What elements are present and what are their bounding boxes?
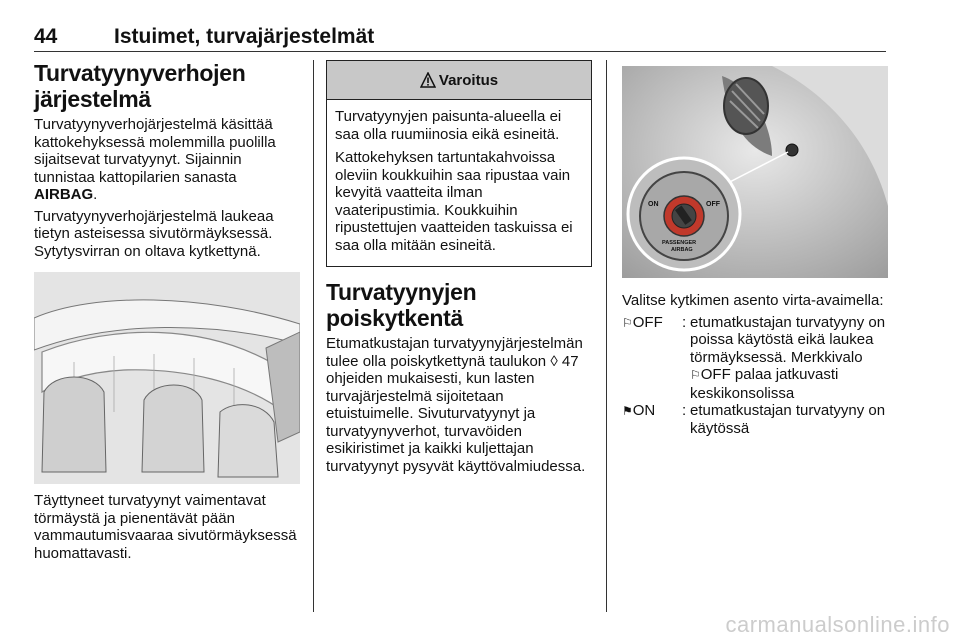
section-heading-deactivation: Turvatyynyjen poiskytkentä (326, 279, 477, 331)
page-title: Istuimet, turvajärjestelmät (114, 25, 375, 48)
paragraph-deactivation: Etumatkustajan turvatyynyjärjestelmän tulee olla poiskytkettynä taulukon ◊ 47 ohjeiden mukaisesti, kun lasten turvajärjestelmä sijoitetaan etuistuimelle. Sivuturvatyynyt ja turvatyynyverhot, turvavöiden esikiristimet ja kaikki kuljettajan turvatyynyt pysyvät käyttövalmiudessa. (326, 335, 586, 475)
page-header (34, 25, 886, 53)
warning-body (327, 100, 591, 266)
switch-positions-list (622, 314, 888, 438)
def-desc-on: etumatkustajan turvatyyny on käytössä (690, 402, 886, 437)
def-term-off: OFF (632, 313, 663, 331)
def-row-off: ⚐OFF : etumatkustajan turvatyyny on poissa käytöstä eikä laukea törmäyksessä. Merkkivalo ⚐OFF palaa jatkuvasti keskikonsolissa (622, 314, 888, 403)
warning-title: Varoitus (438, 71, 499, 89)
switch-label-on: ON (648, 201, 659, 208)
page-ref[interactable]: 47 (561, 352, 579, 370)
passenger-airbag-on-icon: ⚑ (622, 404, 633, 418)
switch-label-passenger: PASSENGER (662, 240, 697, 246)
def-desc-off: etumatkustajan turvatyyny on poissa käytöstä eikä laukea törmäyksessä. Merkkivalo ⚐OFF palaa jatkuvasti keskikonsolissa (690, 313, 886, 402)
warning-paragraph-2: Kattokehyksen tartuntakahvoissa oleviin koukkuihin saa ripustaa vain kevyitä vaatteita ilman vaateripustimia. Koukkuihin ripustettujen vaatteiden taskuissa ei saa olla mitään esineitä. (335, 149, 573, 254)
column-1 (34, 60, 300, 566)
section-heading-curtain: Turvatyynyverhojen järjestelmä (34, 60, 246, 112)
column-divider-1 (313, 60, 314, 612)
warning-header (327, 61, 591, 100)
switch-intro: Valitse kytkimen asento virta-avaimella: (622, 292, 884, 309)
curtain-airbag-illustration (34, 272, 300, 484)
column-2 (326, 60, 592, 479)
def-row-on: ⚑ON : etumatkustajan turvatyyny on käytössä (622, 402, 888, 437)
paragraph-curtain-2: Turvatyynyverhojärjestelmä laukeaa tietyn asteisessa sivutörmäyksessä. Sytytysvirran on oltava kytkettynä. (34, 207, 274, 260)
illustration-caption: Täyttyneet turvatyynyt vaimentavat törmäystä ja pienentävät pään vammautumisvaaraa sivutörmäyksessä huomattavasti. (34, 492, 297, 562)
passenger-airbag-off-icon: ⚐ (622, 315, 633, 330)
switch-label-off: OFF (706, 201, 720, 208)
warning-paragraph-1: Turvatyynyjen paisunta-alueella ei saa olla ruumiinosia eikä esineitä. (335, 108, 562, 143)
paragraph-curtain-1: Turvatyynyverhojärjestelmä käsittää kattokehyksessä molemmilla puolilla sijaitsevat turvatyynyt. Sijainnin tunnistaa kattopilarien sanasta AIRBAG. (34, 116, 276, 203)
page-number: 44 (34, 25, 58, 48)
warning-icon (420, 72, 436, 88)
warning-box (326, 60, 592, 267)
column-3 (622, 60, 888, 437)
passenger-airbag-off-icon: ⚐ (690, 368, 701, 382)
def-term-on: ON (632, 402, 656, 419)
page-ref-icon: ◊ (550, 352, 558, 370)
airbag-switch-photo (622, 66, 888, 278)
watermark: carmanualsonline.info (725, 612, 950, 637)
column-divider-2 (606, 60, 607, 612)
switch-label-airbag: AIRBAG (671, 247, 693, 253)
header-rule (34, 51, 886, 52)
